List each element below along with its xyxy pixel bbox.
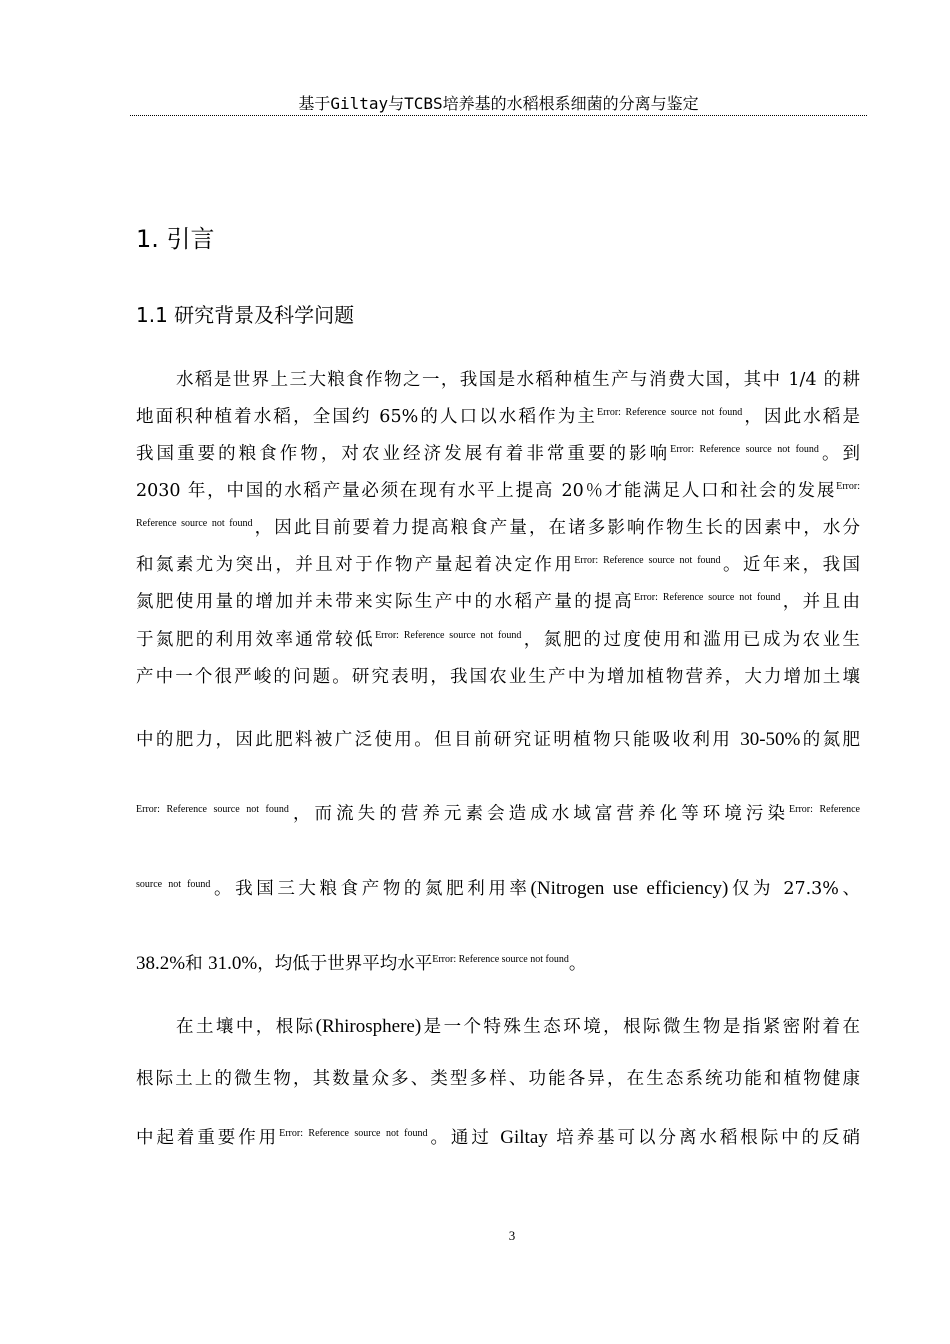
- text: 2030 年，中国的水稻产量必须在现有水平上提高 20％才能满足人口和社会的发展: [136, 481, 837, 501]
- text-line: [136, 727, 860, 753]
- citation-error: Error: Reference source not found: [574, 555, 721, 566]
- text: 于氮肥的利用效率通常较低: [136, 630, 376, 650]
- text-line: [136, 1125, 860, 1151]
- citation-error: Error: Reference source not found: [597, 407, 743, 418]
- subsection-heading: 1.1 研究背景及科学问题: [136, 303, 355, 327]
- text-line: [136, 801, 860, 827]
- text-line: [136, 441, 860, 467]
- text: (Nitrogen use efficiency): [530, 878, 729, 899]
- text-line: [136, 876, 860, 902]
- section-heading: 1. 引言: [136, 225, 215, 253]
- text: 我国重要的粮食作物，对农业经济发展有着非常重要的影响: [136, 444, 671, 464]
- text: ，因此目前要着力提高粮食产量，在诸多影响作物生长的因素中，水分: [252, 518, 861, 538]
- citation-error: Error: Reference: [789, 804, 860, 815]
- text-line: 产中一个很严峻的问题。研究表明，我国农业生产中为增加植物营养，大力增加土壤: [136, 667, 860, 687]
- text: 中的肥力，因此肥料被广泛使用。但目前研究证明植物只能吸收利用: [136, 730, 741, 750]
- text: 30-50%: [740, 729, 801, 750]
- citation-error: Error: Reference source not found: [136, 804, 289, 815]
- text-line: [136, 1014, 860, 1040]
- text: ，而流失的营养元素会造成水域富营养化等环境污染: [288, 804, 790, 824]
- text: 在土壤中，根际: [176, 1017, 316, 1037]
- page-number: 3: [508, 1228, 516, 1243]
- text-line: 水稻是世界上三大粮食作物之一，我国是水稻种植生产与消费大国，其中 1/4 的耕: [176, 370, 860, 390]
- text: 31.0%: [208, 953, 258, 974]
- text: Giltay: [500, 1127, 548, 1148]
- text-line: [136, 951, 860, 977]
- text: 。我国三大粮食产物的氮肥利用率: [210, 879, 531, 899]
- text: 的氮肥: [800, 730, 861, 750]
- text: ，氮肥的过度使用和滥用已成为农业生: [521, 630, 861, 650]
- text: 和: [185, 954, 209, 974]
- text: ，并且由: [780, 592, 861, 612]
- text: 地面积种植着水稻，全国约 65%的人口以水稻作为主: [136, 407, 598, 427]
- citation-error: Error: Reference source not found: [670, 444, 819, 455]
- text-line: [136, 627, 860, 653]
- running-header: 基于Giltay与TCBS培养基的水稻根系细菌的分离与鉴定: [130, 93, 867, 116]
- text-line: [136, 589, 860, 615]
- text-line: 根际土上的微生物，其数量众多、类型多样、功能各异，在生态系统功能和植物健康: [136, 1069, 860, 1089]
- text-line: [136, 552, 860, 578]
- citation-error: source not found: [136, 879, 211, 890]
- citation-error: Error: Reference source not found: [279, 1128, 428, 1139]
- text: 仅为 27.3%、: [728, 879, 861, 899]
- text: 38.2%: [136, 953, 186, 974]
- text-line: [136, 404, 860, 430]
- text: 。: [568, 954, 587, 974]
- text: 和氮素尤为突出，并且对于作物产量起着决定作用: [136, 555, 575, 575]
- text: (Rhirosphere): [315, 1016, 422, 1037]
- text: 培养基可以分离水稻根际中的反硝: [547, 1128, 860, 1148]
- text: ，均低于世界平均水平: [257, 954, 433, 974]
- text: 中起着重要作用: [136, 1128, 280, 1148]
- citation-error: Error:: [836, 481, 860, 492]
- text: 。近年来，我国: [720, 555, 861, 575]
- text: ，因此水稻是: [742, 407, 861, 427]
- citation-error: Error: Reference source not found: [432, 954, 569, 965]
- citation-error: Error: Reference source not found: [375, 630, 522, 641]
- text-line: [136, 478, 860, 504]
- text: 是一个特殊生态环境，根际微生物是指紧密附着在: [421, 1017, 861, 1037]
- text-line: [136, 515, 860, 541]
- text: 。到: [818, 444, 861, 464]
- text: 。通过: [427, 1128, 501, 1148]
- text: 氮肥使用量的增加并未带来实际生产中的水稻产量的提高: [136, 592, 635, 612]
- citation-error: Reference source not found: [136, 518, 253, 529]
- citation-error: Error: Reference source not found: [634, 592, 781, 603]
